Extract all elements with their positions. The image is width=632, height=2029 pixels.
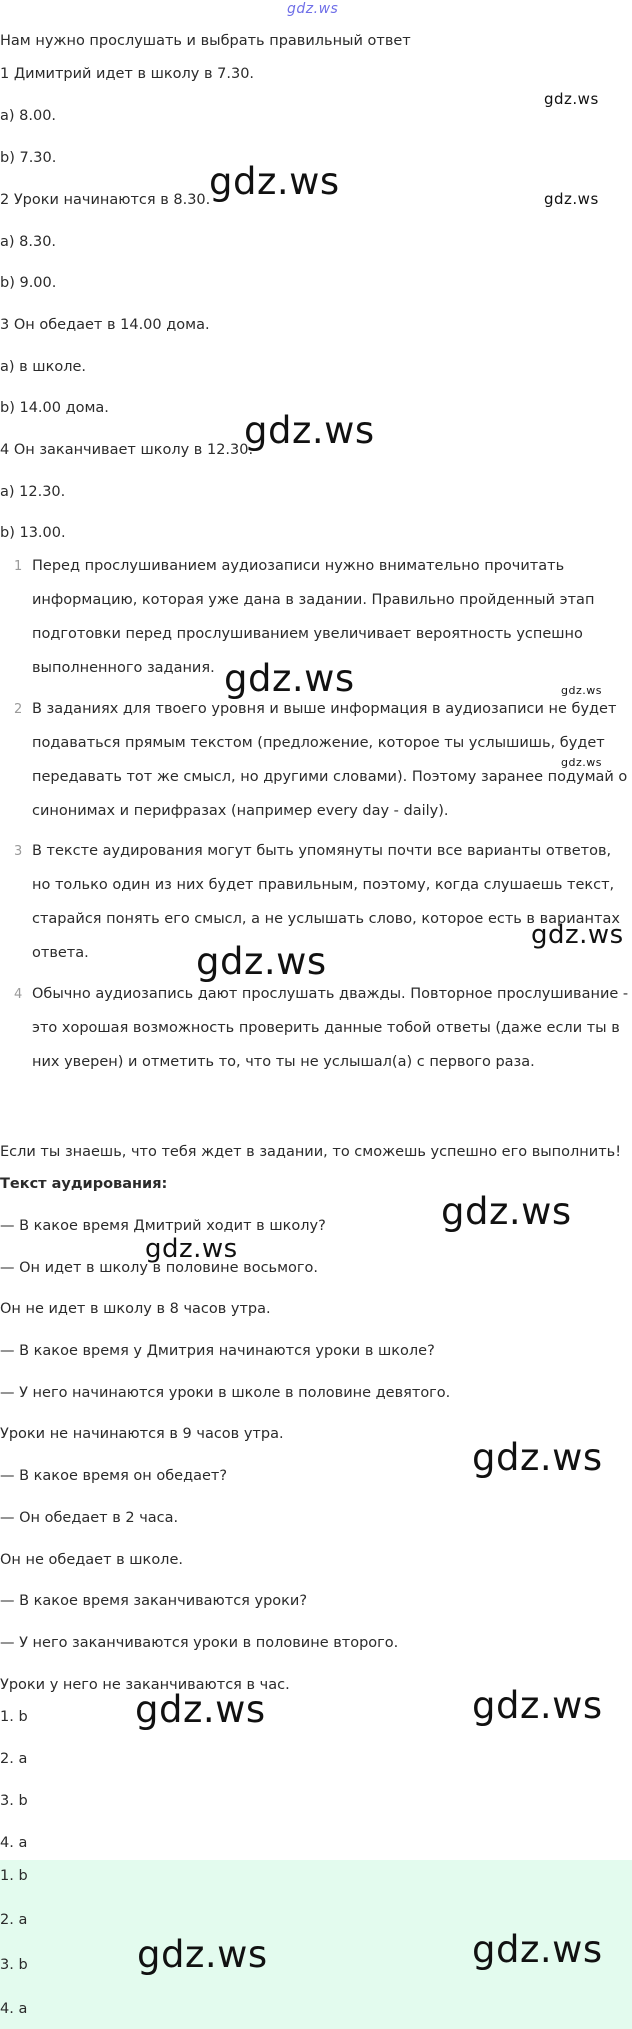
watermark: gdz.ws bbox=[544, 90, 599, 108]
question-3-option-b: b) 14.00 дома. bbox=[0, 400, 109, 416]
transcript-line: Он не обедает в школе. bbox=[0, 1552, 183, 1568]
transcript-heading: Текст аудирования: bbox=[0, 1176, 168, 1192]
question-4: 4 Он заканчивает школу в 12.30. bbox=[0, 442, 254, 458]
watermark: gdz.ws bbox=[135, 1688, 266, 1731]
tip-2-number: 2 bbox=[14, 702, 23, 717]
transcript-line: — У него заканчиваются уроки в половине второго. bbox=[0, 1635, 399, 1651]
question-1-option-b: b) 7.30. bbox=[0, 150, 57, 166]
task-title: Нам нужно прослушать и выбрать правильный ответ bbox=[0, 33, 411, 49]
watermark: gdz.ws bbox=[472, 1684, 603, 1727]
watermark: gdz.ws bbox=[544, 190, 599, 208]
transcript-line: Он не идет в школу в 8 часов утра. bbox=[0, 1301, 271, 1317]
watermark: gdz.ws bbox=[472, 1928, 603, 1971]
answer-item: 1. b bbox=[0, 1709, 28, 1725]
question-4-option-b: b) 13.00. bbox=[0, 525, 66, 541]
tip-4-number: 4 bbox=[14, 987, 23, 1002]
highlighted-answer-item: 2. a bbox=[0, 1912, 28, 1928]
transcript-line: — В какое время заканчиваются уроки? bbox=[0, 1593, 308, 1609]
question-2-option-a: a) 8.30. bbox=[0, 234, 57, 250]
question-3-option-a: a) в школе. bbox=[0, 359, 87, 375]
conclusion: Если ты знаешь, что тебя ждет в задании, то сможешь успешно его выполнить! bbox=[0, 1144, 622, 1160]
watermark: gdz.ws bbox=[244, 409, 375, 452]
transcript-line: Уроки не начинаются в 9 часов утра. bbox=[0, 1426, 284, 1442]
watermark: gdz.ws bbox=[137, 1933, 268, 1976]
watermark: gdz.ws bbox=[145, 1234, 238, 1264]
answer-item: 3. b bbox=[0, 1793, 28, 1809]
watermark: gdz.ws bbox=[531, 920, 624, 950]
watermark: gdz.ws bbox=[561, 684, 602, 697]
watermark: gdz.ws bbox=[472, 1436, 603, 1479]
tip-3-text: В тексте аудирования могут быть упомянуты почти все варианты ответов, но только один из них будет правильным, поэтому, когда слушаешь текст, старайся понять его смысл, а не услышать слово, которое есть в вариантах ответа. bbox=[32, 843, 620, 961]
tip-1-number: 1 bbox=[14, 559, 23, 574]
watermark: gdz.ws bbox=[561, 756, 602, 769]
transcript-line: — В какое время у Дмитрия начинаются уроки в школе? bbox=[0, 1343, 435, 1359]
question-1: 1 Димитрий идет в школу в 7.30. bbox=[0, 66, 255, 82]
question-1-option-a: a) 8.00. bbox=[0, 108, 57, 124]
transcript-line: Уроки у него не заканчиваются в час. bbox=[0, 1677, 290, 1693]
transcript-line: — В какое время он обедает? bbox=[0, 1468, 228, 1484]
highlighted-answer-item: 1. b bbox=[0, 1868, 28, 1884]
watermark: gdz.ws bbox=[196, 940, 327, 983]
transcript-line: — В какое время Дмитрий ходит в школу? bbox=[0, 1218, 326, 1234]
transcript-line: — Он обедает в 2 часа. bbox=[0, 1510, 179, 1526]
header-watermark: gdz.ws bbox=[287, 1, 339, 17]
transcript-line: — Он идет в школу в половине восьмого. bbox=[0, 1260, 319, 1276]
answer-item: 2. a bbox=[0, 1751, 28, 1767]
highlighted-answer-item: 3. b bbox=[0, 1957, 28, 1973]
question-4-option-a: a) 12.30. bbox=[0, 484, 66, 500]
watermark: gdz.ws bbox=[209, 160, 340, 203]
transcript-line: — У него начинаются уроки в школе в половине девятого. bbox=[0, 1385, 451, 1401]
question-2: 2 Уроки начинаются в 8.30. bbox=[0, 192, 211, 208]
watermark: gdz.ws bbox=[224, 657, 355, 700]
watermark: gdz.ws bbox=[441, 1190, 572, 1233]
tip-3-number: 3 bbox=[14, 844, 23, 859]
tip-2-text: В заданиях для твоего уровня и выше информация в аудиозаписи не будет подаваться прямым текстом (предложение, которое ты услышишь, будет передавать тот же смысл, но другими словами). Поэтому заранее подумай о синонимах и перифразах (например every day - daily). bbox=[32, 701, 628, 819]
tip-1-text: Перед прослушиванием аудиозаписи нужно внимательно прочитать информацию, которая уже дана в задании. Правильно пройденный этап подготовки перед прослушиванием увеличивает вероятность успешно выполненного задания. bbox=[32, 558, 595, 676]
question-2-option-b: b) 9.00. bbox=[0, 275, 57, 291]
tip-4-text: Обычно аудиозапись дают прослушать дважды. Повторное прослушивание - это хорошая возможность проверить данные тобой ответы (даже если ты в них уверен) и отметить то, что ты не услышал(а) с первого раза. bbox=[32, 986, 629, 1070]
question-3: 3 Он обедает в 14.00 дома. bbox=[0, 317, 210, 333]
answer-item: 4. a bbox=[0, 1835, 28, 1851]
highlighted-answer-item: 4. a bbox=[0, 2001, 28, 2017]
